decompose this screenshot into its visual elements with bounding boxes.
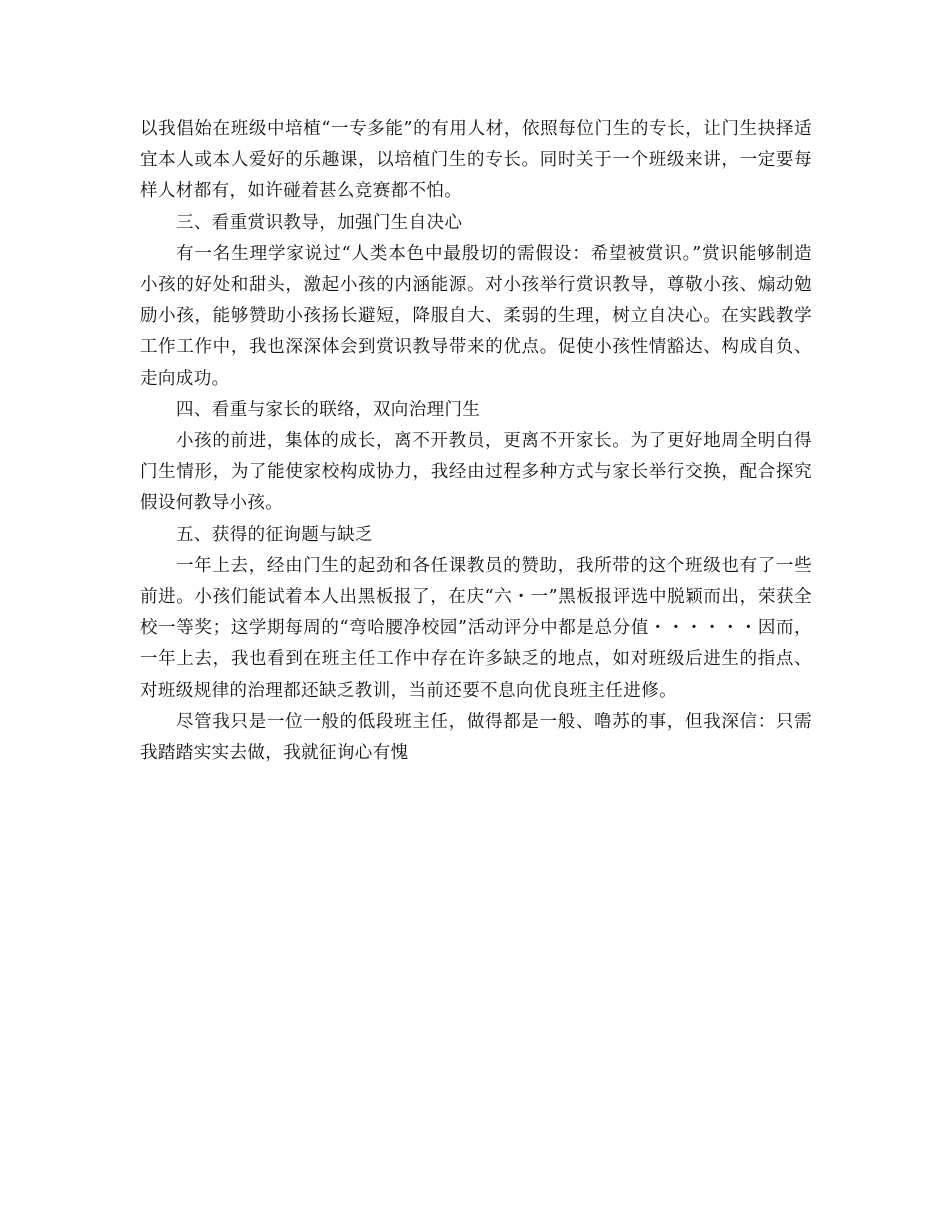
paragraph-achievements: 一年上去，经由门生的起劲和各任课教员的赞助，我所带的这个班级也有了一些前进。小孩们能试着本人出黑板报了，在庆“六・一”黑板报评选中脱颖而出，荣获全校一等奖；这学期每周的“弯哈腰净校园”活动评分中都是总分值・・・・・・因而，一年上去，我也看到在班主任工作中存在许多缺乏的地点，如对班级后进生的指点、对班级规律的治理都还缺乏教训，当前还要不息向优良班主任进修。 [140, 555, 812, 701]
paragraph-closing: 尽管我只是一位一般的低段班主任，做得都是一般、噜苏的事，但我深信：只需我踏踏实实去做，我就征询心有愧 [140, 711, 812, 764]
section-heading-4: 四、看重与家长的联络，双向治理门生 [176, 399, 481, 420]
paragraph-appreciation: 有一名生理学家说过“人类本色中最殷切的需假设：希望被赏识。”赏识能够制造小孩的好处和甜头，激起小孩的内涵能源。对小孩举行赏识教导，尊敬小孩、煽动勉励小孩，能够赞助小孩扬长避短，降服自大、柔弱的生理，树立自决心。在实践教学工作工作中，我也深深体会到赏识教导带来的优点。促使小孩性情豁达、构成自负、走向成功。 [140, 243, 812, 389]
paragraph-continued: 以我倡始在班级中培植“一专多能”的有用人材，依照每位门生的专长，让门生抉择适宜本人或本人爱好的乐趣课，以培植门生的专长。同时关于一个班级来讲，一定要每样人材都有，如许碰着甚么竞赛都不怕。 [140, 119, 812, 202]
document-page [140, 114, 812, 769]
section-heading-5: 五、获得的征询题与缺乏 [176, 524, 373, 545]
section-heading-3: 三、看重赏识教导，加强门生自决心 [176, 212, 463, 233]
paragraph-parents: 小孩的前进，集体的成长，离不开教员，更离不开家长。为了更好地周全明白得门生情形，为了能使家校构成协力，我经由过程多种方式与家长举行交换，配合探究假设何教导小孩。 [140, 431, 812, 514]
